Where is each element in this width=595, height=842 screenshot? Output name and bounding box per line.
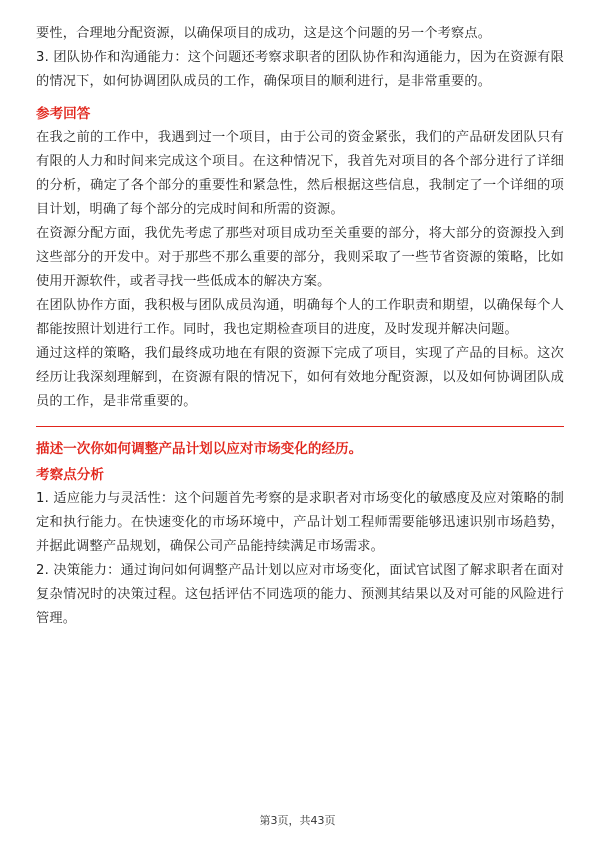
answer-paragraph: 在团队协作方面，我积极与团队成员沟通，明确每个人的工作职责和期望，以确保每个人都能按照计划进行工作。同时，我也定期检查项目的进度，及时发现并解决问题。 — [36, 298, 564, 337]
answer-paragraph: 通过这样的策略，我们最终成功地在有限的资源下完成了项目，实现了产品的目标。这次经历让我深刻理解到，在资源有限的情况下，如何有效地分配资源，以及如何协调团队成员的工作，是非常重要的。 — [36, 346, 564, 409]
page-number: 第3页，共43页 — [259, 814, 336, 827]
analysis-point-3: 3. 团队协作和沟通能力：这个问题还考察求职者的团队协作和沟通能力，因为在资源有限的情况下，如何协调团队成员的工作，确保项目的顺利进行，是非常重要的。 — [36, 50, 564, 89]
analysis-point-2: 2. 决策能力：通过询问如何调整产品计划以应对市场变化，面试官试图了解求职者在面对复杂情况时的决策过程。这包括评估不同选项的能力、预测其结果以及对可能的风险进行管理。 — [36, 563, 564, 626]
answer-paragraph: 在资源分配方面，我优先考虑了那些对项目成功至关重要的部分，将大部分的资源投入到这些部分的开发中。对于那些不那么重要的部分，我则采取了一些节省资源的策略，比如使用开源软件，或者寻找一些低成本的解决方案。 — [36, 226, 564, 289]
question-title: 描述一次你如何调整产品计划以应对市场变化的经历。 — [36, 441, 363, 457]
paragraph-continuation: 要性，合理地分配资源，以确保项目的成功，这是这个问题的另一个考察点。 — [36, 26, 492, 41]
answer-paragraph: 在我之前的工作中，我遇到过一个项目，由于公司的资金紧张，我们的产品研发团队只有有限的人力和时间来完成这个项目。在这种情况下，我首先对项目的各个部分进行了详细的分析，确定了各个部分的重要性和紧急性，然后根据这些信息，我制定了一个详细的项目计划，明确了每个部分的完成时间和所需的资源。 — [36, 130, 564, 217]
section-divider — [36, 426, 564, 427]
analysis-point-1: 1. 适应能力与灵活性：这个问题首先考察的是求职者对市场变化的敏感度及应对策略的制定和执行能力。在快速变化的市场环境中，产品计划工程师需要能够迅速识别市场趋势，并据此调整产品规划，确保公司产品能持续满足市场需求。 — [36, 491, 564, 554]
analysis-heading: 考察点分析 — [36, 467, 104, 483]
document-page — [36, 22, 564, 631]
reference-answer-heading: 参考回答 — [36, 106, 91, 122]
